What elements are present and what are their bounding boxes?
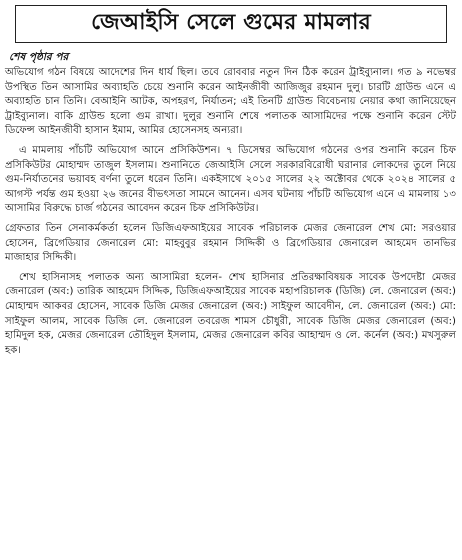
continued-from-label: শেষ পৃষ্ঠার পর — [9, 51, 69, 63]
article-body — [5, 66, 456, 358]
paragraph-2: এ মামলায় পাঁচটি অভিযোগ আনে প্রসিকিউশন। ৭ ডিসেম্বর অভিযোগ গঠনের ওপর শুনানি করেন চিফ প্রসিকিউটর মোহাম্মদ তাজুল ইসলাম। শুনানিতে জেআইসি সেলে সরকারবিরোধী ঘরানার লোকদের তুলে নিয়ে গুম-নির্যাতনের ভয়াবহ বর্ণনা তুলে ধরেন তিনি। একইসাথে ২০১৫ সালের ২২ অক্টোবর থেকে ২০২৪ সালের ৫ আগস্ট পর্যন্ত গুম হওয়া ২৬ জনের বীভৎসতা সামনে আনেন। এসব ঘটনায় পাঁচটি অভিযোগ এনে এ মামলায় ১৩ আসামির বিরুদ্ধে চার্জ গঠনের আবেদন করেন চিফ প্রসিকিউটর। — [5, 144, 456, 215]
paragraph-1: অভিযোগ গঠন বিষয়ে আদেশের দিন ধার্য ছিল। তবে রোববার নতুন দিন ঠিক করেন ট্রাইব্যুনাল। গত ৯ নভেম্বর উপস্থিত তিন আসামির অব্যাহতি চেয়ে শুনানি করেন আইনজীবী আজিজুর রহমান দুলু। চারটি গ্রাউন্ড এনে এ অব্যাহতি চান তিনি। বেআইনি আটক, অপহরণ, নির্যাতন; এই তিনটি গ্রাউন্ড বিবেচনায় নেয়ার কথা জানিয়েছেন ট্রাইব্যুনাল। বাকি গ্রাউন্ড হলো গুম রাখা। দুলুর শুনানি শেষে পলাতক আসামিদের পক্ষে শুনানি করেন স্টেট ডিফেন্স আইনজীবী হাসান ইমাম, আমির হোসেনসহ অন্যরা। — [5, 67, 456, 137]
paragraph-4: শেখ হাসিনাসহ পলাতক অন্য আসামিরা হলেন- শেখ হাসিনার প্রতিরক্ষাবিষয়ক সাবেক উপদেষ্টা মেজর জেনারেল (অব:) তারিক আহমেদ সিদ্দিক, ডিজিএফআইয়ের সাবেক মহাপরিচালক (ডিজি) লে. জেনারেল (অব:) মোহাম্মদ আকবর হোসেন, সাবেক ডিজি মেজর জেনারেল (অব:) সাইফুল আবেদীন, লে. জেনারেল (অব:) মো: সাইফুল আলম, সাবেক ডিজি লে. জেনারেল তবরেজ শামস চৌধুরী, সাবেক ডিজি মেজর জেনারেল (অব:) হামিদুল হক, মেজর জেনারেল তৌহিদুল ইসলাম, মেজর জেনারেল কবির আহাম্মদ ও লে. কর্নেল (অব:) মখসুরুল হক। — [5, 271, 456, 356]
headline: জেআইসি সেলে গুমের মামলার — [91, 10, 371, 35]
headline-box — [15, 5, 447, 43]
paragraph-3: গ্রেফতার তিন সেনাকর্মকর্তা হলেন ডিজিএফআইয়ের সাবেক পরিচালক মেজর জেনারেল শেখ মো: সরওয়ার হোসেন, ব্রিগেডিয়ার জেনারেল মো: মাহবুবুর রহমান সিদ্দিকী ও ব্রিগেডিয়ার জেনারেল আহমেদ তানভির মাজাহার সিদ্দিকী। — [5, 222, 456, 264]
